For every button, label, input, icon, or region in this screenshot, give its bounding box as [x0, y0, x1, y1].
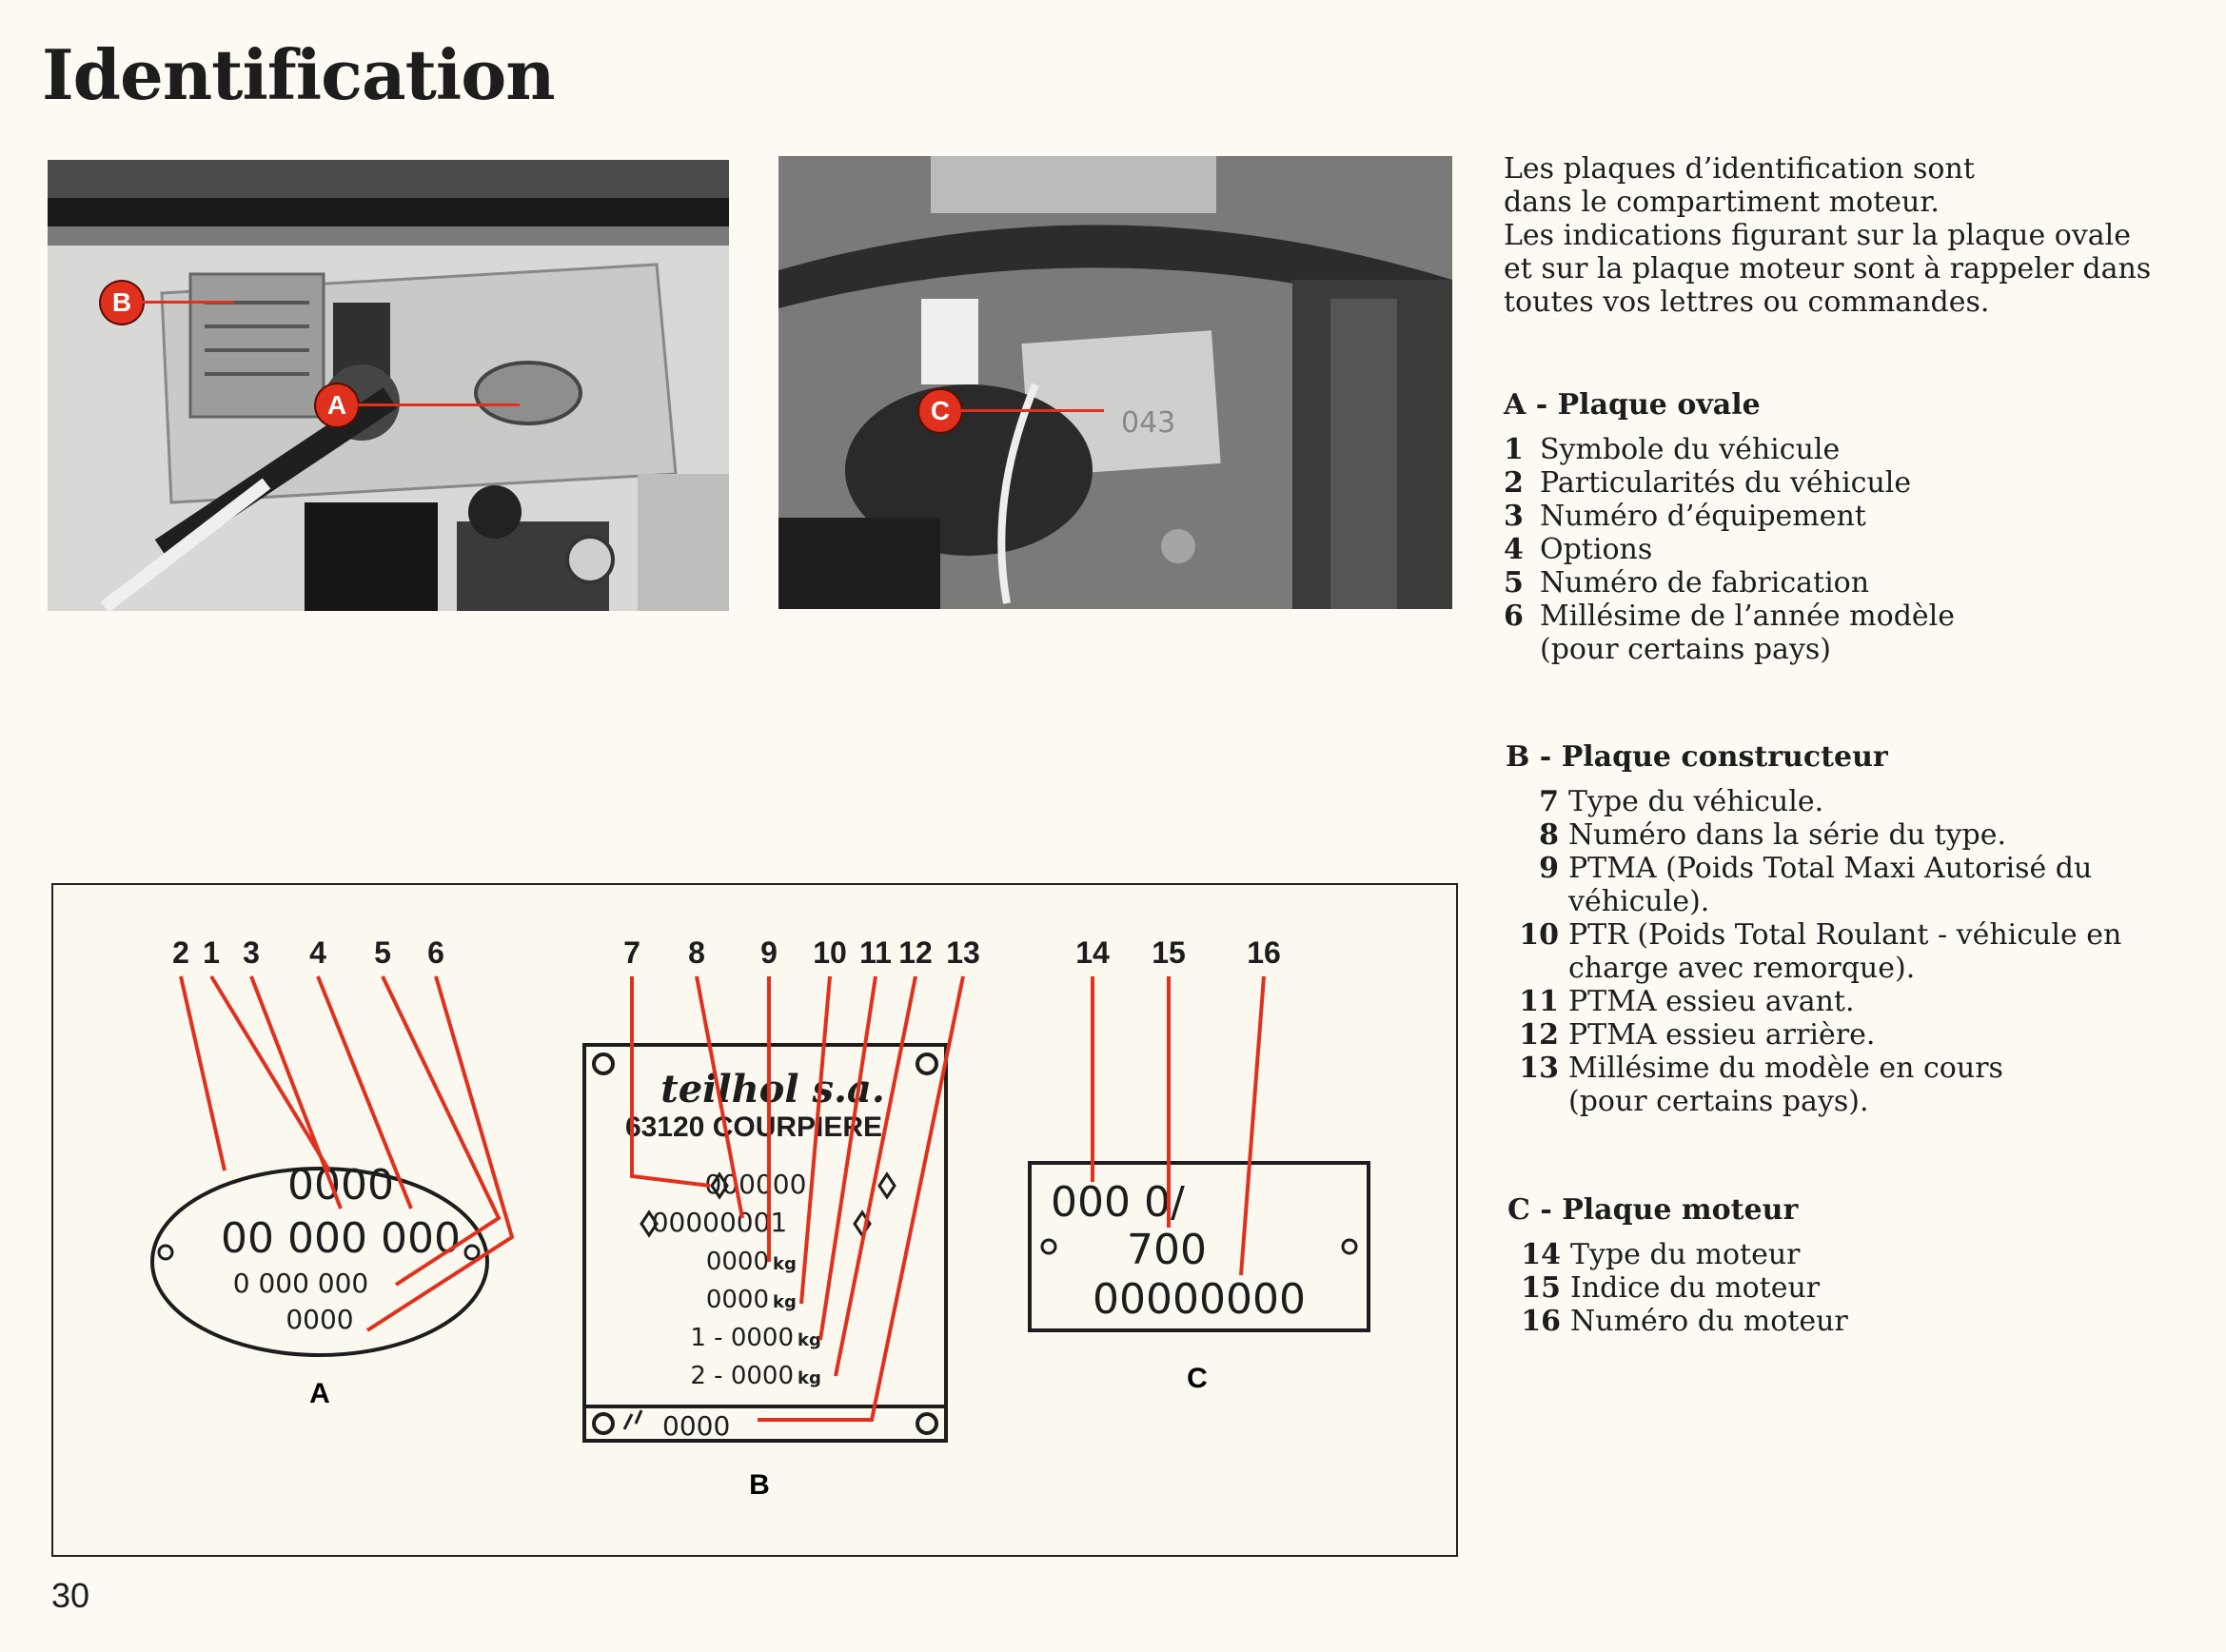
engine-bay-photo-left [48, 160, 729, 611]
item-number: 1 [1504, 433, 1524, 466]
plate-c-line3: 00000000 [1093, 1275, 1306, 1324]
svg-text:043: 043 [1121, 406, 1176, 440]
item-text: Type du moteur [1570, 1238, 1801, 1271]
intro-text [1504, 152, 2189, 319]
item-number: 4 [1504, 533, 1524, 566]
plate-b-row5: 1 - 0000 [690, 1324, 794, 1352]
unit-kg: kg [798, 1368, 821, 1388]
ref-number-3: 3 [243, 935, 260, 970]
item-number: 5 [1504, 566, 1524, 600]
list-item [1507, 1238, 2193, 1271]
item-text-cont: (pour certains pays) [1540, 633, 1831, 666]
list-item [1506, 818, 2191, 852]
ref-number-6: 6 [427, 935, 444, 970]
item-text-cont: charge avec remorque). [1568, 952, 1916, 985]
section-b [1506, 740, 2191, 1118]
intro-line: toutes vos lettres ou commandes. [1504, 285, 1990, 319]
list-item [1506, 1052, 2191, 1118]
intro-line: Les indications figurant sur la plaque ovale [1504, 219, 2132, 252]
ref-number-1: 1 [203, 935, 220, 970]
plate-b-label: B [749, 1469, 770, 1501]
item-text: Type du véhicule. [1568, 785, 1824, 818]
plate-b-row3: 0000 [705, 1248, 769, 1276]
item-number: 12 [1519, 1018, 1559, 1052]
callout-b-leader [143, 301, 233, 304]
list-item [1507, 1305, 2193, 1338]
ref-number-15: 15 [1152, 935, 1186, 970]
plate-b-bottom: 0000 [662, 1410, 731, 1442]
item-number: 11 [1519, 985, 1559, 1018]
ref-number-7: 7 [623, 935, 640, 970]
ref-number-8: 8 [688, 935, 705, 970]
list-item [1504, 433, 2189, 466]
intro-line: et sur la plaque moteur sont à rappeler dans [1504, 252, 2152, 285]
plate-a-line4: 0000 [286, 1304, 354, 1335]
item-text-cont: (pour certains pays). [1568, 1085, 1869, 1118]
item-text: Millésime de l’année modèle [1540, 600, 1955, 633]
ref-number-12: 12 [898, 935, 933, 970]
plate-a-line3: 0 000 000 [232, 1268, 369, 1299]
item-text: PTMA (Poids Total Maxi Autorisé du [1568, 852, 2093, 885]
item-text: Numéro du moteur [1570, 1305, 1848, 1338]
item-number: 10 [1519, 918, 1559, 952]
item-number: 2 [1504, 466, 1524, 500]
ref-number-13: 13 [946, 935, 980, 970]
engine-bay-photo-right [778, 156, 1452, 609]
plate-b-row4: 0000 [705, 1286, 769, 1314]
plate-b-brand: teilhol s.a. [660, 1067, 885, 1111]
list-item [1506, 985, 2191, 1018]
item-number: 8 [1539, 818, 1559, 852]
ref-number-5: 5 [374, 935, 391, 970]
item-text: Indice du moteur [1570, 1271, 1821, 1305]
plate-c-line2: 700 [1127, 1226, 1207, 1274]
item-number: 13 [1519, 1052, 1559, 1085]
plate-a-label: A [309, 1378, 330, 1409]
plate-b-row2: 00000001 [651, 1207, 788, 1238]
item-number: 15 [1521, 1271, 1561, 1305]
ref-number-9: 9 [760, 935, 778, 970]
plate-c-line1: 000 0/ [1051, 1178, 1185, 1227]
plate-b-row6: 2 - 0000 [690, 1362, 794, 1390]
item-number: 9 [1539, 852, 1559, 885]
list-item [1504, 533, 2189, 566]
item-text: PTR (Poids Total Roulant - véhicule en [1568, 918, 2122, 952]
list-item [1507, 1271, 2193, 1305]
intro-line: Les plaques d’identification sont [1504, 152, 1975, 186]
item-number: 16 [1521, 1305, 1561, 1338]
page-number: 30 [51, 1576, 90, 1615]
list-item [1506, 852, 2191, 918]
list-item [1506, 918, 2191, 985]
ref-number-14: 14 [1075, 935, 1110, 970]
item-text: Particularités du véhicule [1540, 466, 1912, 500]
section-a-title: A - Plaque ovale [1504, 388, 1761, 422]
item-text: Symbole du véhicule [1540, 433, 1841, 466]
item-text: Numéro d’équipement [1540, 500, 1866, 533]
item-number: 14 [1521, 1238, 1561, 1271]
item-number: 7 [1539, 785, 1559, 818]
list-item [1504, 566, 2189, 600]
unit-kg: kg [773, 1254, 797, 1274]
list-item [1506, 785, 2191, 818]
unit-kg: kg [798, 1330, 821, 1350]
unit-kg: kg [773, 1292, 797, 1312]
plate-a-line2: 00 000 000 [221, 1214, 461, 1263]
list-item [1504, 600, 2189, 666]
section-b-title: B - Plaque constructeur [1506, 740, 1888, 774]
callout-b: B [101, 282, 143, 324]
plate-a-line1: 0000 [287, 1161, 394, 1210]
item-text: Numéro dans la série du type. [1568, 818, 2007, 852]
ref-number-16: 16 [1247, 935, 1281, 970]
callout-a-leader [358, 403, 520, 406]
plate-c-label: C [1187, 1363, 1208, 1394]
item-text: Millésime du modèle en cours [1568, 1052, 2003, 1085]
plate-b-row1: 000000 [704, 1169, 807, 1200]
plates-diagram [51, 883, 1458, 1557]
list-item [1504, 500, 2189, 533]
list-item [1506, 1018, 2191, 1052]
section-c [1507, 1193, 2193, 1338]
item-number: 3 [1504, 500, 1524, 533]
item-text: PTMA essieu arrière. [1568, 1018, 1876, 1052]
callout-a: A [316, 384, 358, 426]
section-c-title: C - Plaque moteur [1507, 1193, 1799, 1227]
item-text: Numéro de fabrication [1540, 566, 1870, 600]
item-text-cont: véhicule). [1568, 885, 1710, 918]
page-title: Identification [42, 34, 555, 115]
callout-c-leader [961, 409, 1104, 412]
ref-number-2: 2 [172, 935, 189, 970]
callout-c: C [919, 390, 961, 432]
ref-number-4: 4 [309, 935, 326, 970]
item-text: PTMA essieu avant. [1568, 985, 1855, 1018]
ref-number-10: 10 [813, 935, 847, 970]
plate-b-address: 63120 COURPIERE [624, 1111, 883, 1143]
section-a [1504, 388, 2189, 666]
intro-line: dans le compartiment moteur. [1504, 186, 1940, 219]
item-text: Options [1540, 533, 1653, 566]
list-item [1504, 466, 2189, 500]
item-number: 6 [1504, 600, 1524, 633]
ref-number-11: 11 [859, 935, 892, 970]
